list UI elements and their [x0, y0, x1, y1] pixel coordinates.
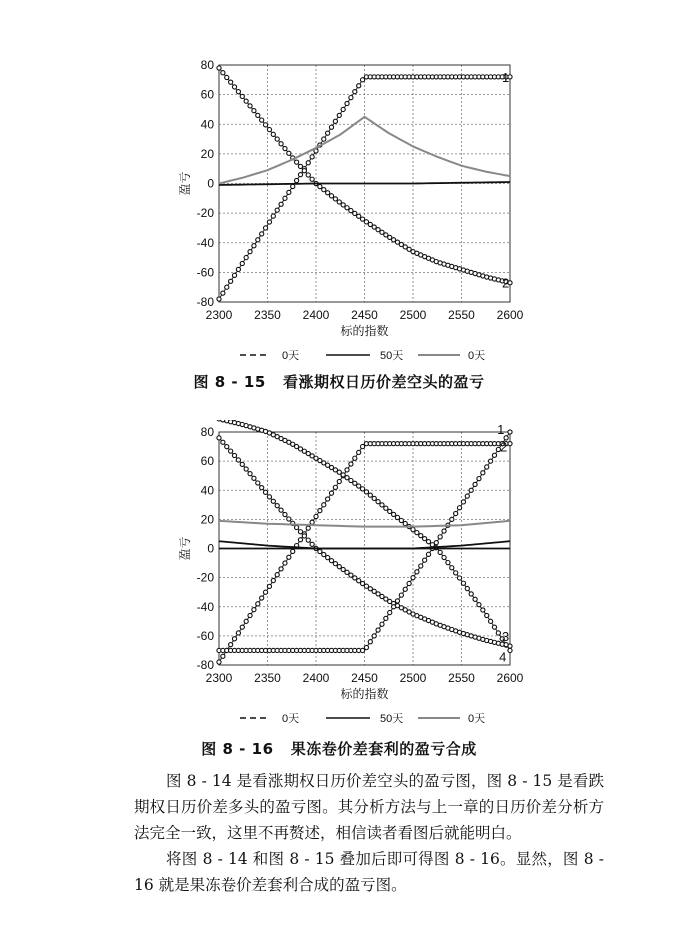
y-tick-label: -60 [196, 265, 214, 280]
data-point [240, 261, 244, 265]
data-point [461, 581, 465, 585]
data-point [337, 565, 341, 569]
data-point [469, 488, 473, 492]
data-point [244, 619, 248, 623]
data-point [442, 529, 446, 533]
data-point [283, 561, 287, 565]
data-point [275, 208, 279, 212]
y-tick-label: 40 [200, 483, 214, 498]
data-point [473, 482, 477, 486]
data-point [426, 540, 430, 544]
data-point [388, 610, 392, 614]
curve-label: 2 [502, 275, 510, 291]
figure-title: 看涨期权日历价差空头的盈亏 [282, 373, 485, 391]
data-point [438, 535, 442, 539]
x-tick-label: 2600 [496, 308, 524, 322]
data-point [322, 137, 326, 141]
data-point [221, 291, 225, 295]
x-tick-label: 2600 [496, 671, 524, 685]
curve-label: 4 [499, 649, 507, 665]
data-point [217, 66, 221, 70]
y-tick-label: 60 [200, 87, 214, 102]
data-point [221, 440, 225, 444]
data-point [345, 101, 349, 105]
data-point [415, 570, 419, 574]
data-point [267, 127, 271, 131]
data-point [287, 517, 291, 521]
data-point [267, 220, 271, 224]
data-point [380, 230, 384, 234]
data-point [399, 518, 403, 522]
data-point [380, 503, 384, 507]
data-point [496, 631, 500, 635]
x-axis-label: 标的指数 [340, 687, 389, 701]
x-tick-label: 2500 [399, 308, 427, 322]
data-point [395, 599, 399, 603]
data-point [244, 99, 248, 103]
data-point [353, 576, 357, 580]
y-axis-label: 盈亏 [178, 536, 192, 561]
data-point [244, 255, 248, 259]
data-point [263, 226, 267, 230]
data-point [508, 648, 512, 652]
data-point [372, 496, 376, 500]
data-point [298, 173, 302, 177]
data-point [260, 232, 264, 236]
figure-caption-8-16 [0, 738, 678, 759]
series-line [219, 420, 510, 650]
legend-label: 0天 [468, 713, 486, 725]
data-point [283, 146, 287, 150]
data-point [426, 552, 430, 556]
data-point [399, 593, 403, 597]
y-tick-label: -40 [196, 235, 214, 250]
figure-number: 图 8 - 16 [201, 740, 274, 758]
data-point [221, 71, 225, 75]
data-point [360, 78, 364, 82]
data-point [271, 578, 275, 582]
data-point [372, 225, 376, 229]
y-tick-label: -40 [196, 599, 214, 614]
data-point [240, 462, 244, 466]
data-point [329, 125, 333, 129]
data-point [260, 596, 264, 600]
x-tick-label: 2550 [448, 308, 475, 322]
data-point [244, 467, 248, 471]
data-point [380, 622, 384, 626]
data-point [295, 160, 299, 164]
y-tick-label: 0 [207, 176, 214, 191]
data-point [419, 534, 423, 538]
data-point [279, 142, 283, 146]
data-point [256, 113, 260, 117]
data-point [384, 616, 388, 620]
data-point [322, 188, 326, 192]
data-point [225, 445, 229, 449]
data-point [306, 173, 310, 177]
data-point [357, 214, 361, 218]
body-text [134, 768, 604, 898]
data-point [310, 155, 314, 159]
data-point [407, 581, 411, 585]
data-point [333, 562, 337, 566]
data-point [341, 567, 345, 571]
data-point [430, 543, 434, 547]
data-point [252, 476, 256, 480]
data-point [349, 208, 353, 212]
data-point [395, 515, 399, 519]
data-point [368, 493, 372, 497]
data-point [248, 613, 252, 617]
data-point [217, 660, 221, 664]
data-point [279, 508, 283, 512]
data-point [271, 214, 275, 218]
data-point [353, 90, 357, 94]
data-point [291, 549, 295, 553]
paragraph: 将图 8 - 14 和图 8 - 15 叠加后即可得图 8 - 16。显然，图 8 - 16 就是果冻卷价差套利合成的盈亏图。 [134, 850, 604, 894]
data-point [263, 590, 267, 594]
data-point [337, 470, 341, 474]
data-point [256, 602, 260, 606]
data-point [403, 587, 407, 591]
data-point [248, 250, 252, 254]
data-point [326, 131, 330, 135]
x-tick-label: 2400 [302, 308, 330, 322]
data-point [252, 109, 256, 113]
data-point [256, 481, 260, 485]
data-point [318, 184, 322, 188]
data-point [236, 267, 240, 271]
data-point [469, 592, 473, 596]
data-point [306, 526, 310, 530]
data-point [306, 538, 310, 542]
data-point [283, 512, 287, 516]
y-tick-label: 20 [200, 512, 214, 527]
data-point [450, 566, 454, 570]
data-point [310, 520, 314, 524]
data-point [279, 567, 283, 571]
data-point [372, 634, 376, 638]
data-point [411, 527, 415, 531]
data-point [256, 238, 260, 242]
data-point [232, 637, 236, 641]
data-point [271, 499, 275, 503]
data-point [360, 444, 364, 448]
y-tick-label: 60 [200, 454, 214, 469]
data-point [457, 506, 461, 510]
data-point [263, 123, 267, 127]
data-point [240, 625, 244, 629]
data-point [423, 558, 427, 562]
chart-8-16-svg [0, 420, 678, 745]
data-point [388, 509, 392, 513]
data-point [236, 631, 240, 635]
data-point [329, 559, 333, 563]
data-point [229, 80, 233, 84]
chart-figure-8-16 [0, 420, 678, 745]
data-point [473, 597, 477, 601]
x-tick-label: 2550 [448, 671, 475, 685]
data-point [349, 95, 353, 99]
data-point [298, 530, 302, 534]
data-point [302, 169, 306, 173]
data-point [508, 442, 512, 446]
data-point [221, 654, 225, 658]
data-point [461, 500, 465, 504]
data-point [236, 90, 240, 94]
y-tick-label: 0 [207, 541, 214, 556]
data-point [345, 476, 349, 480]
chart-8-15-svg [0, 50, 678, 380]
data-point [337, 113, 341, 117]
data-point [364, 490, 368, 494]
x-axis-label: 标的指数 [340, 324, 389, 338]
data-point [287, 151, 291, 155]
data-point [364, 645, 368, 649]
y-tick-label: -80 [196, 295, 214, 309]
data-point [357, 450, 361, 454]
data-point [291, 184, 295, 188]
data-point [368, 222, 372, 226]
x-tick-label: 2450 [351, 671, 378, 685]
x-tick-label: 2500 [399, 671, 427, 685]
data-point [225, 75, 229, 79]
data-point [465, 586, 469, 590]
x-tick-label: 2450 [351, 308, 378, 322]
y-tick-label: -20 [196, 206, 214, 221]
data-point [477, 603, 481, 607]
data-point [326, 191, 330, 195]
data-point [345, 206, 349, 210]
data-point [295, 178, 299, 182]
data-point [318, 509, 322, 513]
data-point [357, 84, 361, 88]
data-point [376, 500, 380, 504]
data-point [267, 584, 271, 588]
data-point [267, 495, 271, 499]
data-point [260, 118, 264, 122]
data-point [229, 449, 233, 453]
data-point [314, 514, 318, 518]
legend-label: 0天 [468, 350, 486, 362]
data-point [279, 202, 283, 206]
data-point [322, 503, 326, 507]
data-point [341, 107, 345, 111]
data-point [329, 194, 333, 198]
data-point [337, 200, 341, 204]
data-point [446, 560, 450, 564]
data-point [492, 453, 496, 457]
data-point [392, 512, 396, 516]
data-point [260, 486, 264, 490]
data-point [337, 479, 341, 483]
data-point [349, 462, 353, 466]
data-point [217, 297, 221, 301]
data-point [364, 220, 368, 224]
data-point [252, 608, 256, 612]
data-point [329, 491, 333, 495]
y-tick-label: 40 [200, 117, 214, 132]
data-point [217, 436, 221, 440]
data-point [345, 468, 349, 472]
y-tick-label: 20 [200, 146, 214, 161]
legend-label: 50天 [380, 350, 404, 362]
data-point [295, 525, 299, 529]
data-point [306, 161, 310, 165]
data-point [353, 211, 357, 215]
x-tick-label: 2300 [205, 308, 233, 322]
data-point [376, 228, 380, 232]
data-point [411, 576, 415, 580]
y-tick-label: -80 [196, 658, 214, 672]
data-point [287, 190, 291, 194]
data-point [271, 132, 275, 136]
data-point [481, 608, 485, 612]
data-point [360, 581, 364, 585]
data-point [333, 485, 337, 489]
data-point [368, 640, 372, 644]
data-point [345, 570, 349, 574]
figure-caption-8-15 [0, 371, 678, 392]
data-point [302, 534, 306, 538]
curve-label: 1 [502, 69, 510, 85]
data-point [357, 484, 361, 488]
data-point [322, 552, 326, 556]
legend-label: 0天 [282, 350, 300, 362]
data-point [341, 203, 345, 207]
curve-label: 2 [500, 439, 508, 455]
data-point [353, 481, 357, 485]
data-point [489, 619, 493, 623]
data-point [232, 453, 236, 457]
data-point [225, 285, 229, 289]
data-point [384, 506, 388, 510]
legend-label: 50天 [380, 713, 404, 725]
data-point [423, 537, 427, 541]
paragraph: 图 8 - 14 是看涨期权日历价差空头的盈亏图，图 8 - 15 是看跌期权日历价差多头的盈亏图。其分析方法与上一章的日历价差分析方法完全一致，这里不再赘述，相信读者看图后就能明白。 [134, 772, 604, 842]
data-point [275, 573, 279, 577]
y-tick-label: 80 [200, 58, 214, 72]
y-tick-label: -20 [196, 570, 214, 585]
x-tick-label: 2350 [254, 308, 281, 322]
data-point [287, 555, 291, 559]
data-point [415, 530, 419, 534]
data-point [252, 244, 256, 248]
data-point [275, 504, 279, 508]
data-point [326, 555, 330, 559]
data-point [485, 465, 489, 469]
data-point [485, 613, 489, 617]
y-tick-label: 80 [200, 425, 214, 439]
data-point [357, 579, 361, 583]
data-point [353, 456, 357, 460]
chart-figure-8-15 [0, 50, 678, 380]
data-point [310, 542, 314, 546]
figure-number: 图 8 - 15 [193, 373, 266, 391]
data-point [508, 430, 512, 434]
y-axis-label: 盈亏 [178, 171, 192, 196]
data-point [232, 85, 236, 89]
data-point [283, 196, 287, 200]
data-point [248, 472, 252, 476]
x-tick-label: 2400 [302, 671, 330, 685]
data-point [229, 643, 233, 647]
legend-label: 0天 [282, 713, 300, 725]
data-point [298, 538, 302, 542]
data-point [333, 197, 337, 201]
data-point [275, 137, 279, 141]
data-point [465, 494, 469, 498]
data-point [263, 490, 267, 494]
data-point [349, 573, 353, 577]
data-point [492, 625, 496, 629]
data-point [318, 549, 322, 553]
x-tick-label: 2350 [254, 671, 281, 685]
data-point [341, 473, 345, 477]
data-point [298, 164, 302, 168]
data-point [403, 521, 407, 525]
data-point [454, 511, 458, 515]
curve-label: 3 [502, 628, 510, 644]
data-point [310, 177, 314, 181]
data-point [450, 517, 454, 521]
series-circles-1 [217, 75, 512, 301]
x-tick-label: 2300 [205, 671, 233, 685]
data-point [376, 628, 380, 632]
data-point [442, 555, 446, 559]
data-point [349, 478, 353, 482]
data-point [392, 605, 396, 609]
data-point [419, 564, 423, 568]
data-point [326, 497, 330, 501]
data-point [232, 273, 236, 277]
data-point [438, 550, 442, 554]
data-point [229, 279, 233, 283]
data-point [477, 477, 481, 481]
figure-title: 果冻卷价差套利的盈亏合成 [290, 740, 477, 758]
data-point [360, 648, 364, 652]
data-point [360, 487, 364, 491]
data-point [240, 94, 244, 98]
data-point [333, 119, 337, 123]
data-point [236, 458, 240, 462]
y-tick-label: -60 [196, 628, 214, 643]
data-point [454, 571, 458, 575]
data-point [481, 471, 485, 475]
data-point [457, 576, 461, 580]
data-point [248, 104, 252, 108]
data-point [489, 459, 493, 463]
curve-label: 1 [497, 422, 505, 438]
data-point [360, 217, 364, 221]
